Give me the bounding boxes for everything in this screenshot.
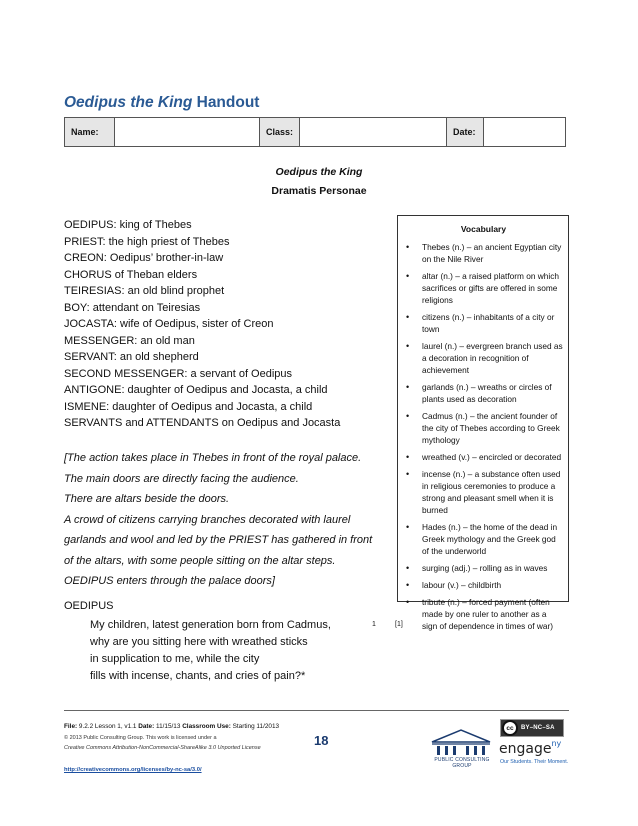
stage-direction-line: of the altars, with some people sitting on the altar steps.: [64, 554, 336, 567]
vocabulary-item: [404, 562, 563, 574]
bullet-icon: •: [406, 242, 410, 252]
pcg-logo-text: PUBLIC CONSULTING GROUP: [434, 757, 490, 769]
cast-item: MESSENGER: an old man: [64, 334, 195, 347]
vocabulary-item: [404, 270, 563, 306]
title-italic: Oedipus the King: [64, 94, 193, 111]
vocabulary-text: altar (n.) – a raised platform on which sacrifices or gifts are offered in some religions: [422, 271, 559, 305]
cast-item: SECOND MESSENGER: a servant of Oedipus: [64, 367, 293, 380]
bullet-icon: •: [406, 580, 410, 590]
engage-sup: ny: [551, 739, 562, 748]
cc-license-badge[interactable]: [500, 719, 564, 737]
vocabulary-text: surging (adj.) – rolling as in waves: [422, 563, 548, 573]
date-label: Date:: [447, 118, 484, 146]
vocabulary-text: Cadmus (n.) – the ancient founder of the city of Thebes according to Greek mythology: [422, 411, 560, 445]
vocabulary-text: wreathed (v.) – encircled or decorated: [422, 452, 562, 462]
file-value: 9.2.2 Lesson 1, v1.1: [77, 723, 139, 730]
bullet-icon: •: [406, 411, 410, 421]
license-link[interactable]: http://creativecommons.org/licenses/by-nc-sa/3.0/: [64, 767, 202, 773]
classroom-value: Starting 11/2013: [230, 723, 280, 730]
cast-item: BOY: attendant on Teiresias: [64, 301, 201, 314]
vocabulary-text: citizens (n.) – inhabitants of a city or town: [422, 312, 555, 334]
line-number: 1: [372, 621, 376, 628]
bullet-icon: •: [406, 382, 410, 392]
vocabulary-item: [404, 579, 563, 591]
class-label: Class:: [260, 118, 300, 146]
line-note: [1]: [395, 621, 403, 628]
vocabulary-text: labour (v.) – childbirth: [422, 580, 502, 590]
speech-line: My children, latest generation born from Cadmus,: [90, 619, 331, 631]
vocabulary-item: [404, 468, 563, 516]
bullet-icon: •: [406, 271, 410, 281]
cast-list: [64, 217, 384, 432]
name-label: Name:: [65, 118, 115, 146]
bullet-icon: •: [406, 522, 410, 532]
cc-badge-text: BY–NC–SA: [521, 725, 555, 731]
bullet-icon: •: [406, 341, 410, 351]
vocabulary-item: [404, 410, 563, 446]
vocabulary-item: [404, 596, 563, 632]
page-number: 18: [314, 733, 329, 748]
vocabulary-item: [404, 340, 563, 376]
speech-line: fills with incense, chants, and cries of pain?*: [90, 670, 306, 682]
cast-item: SERVANTS and ATTENDANTS on Oedipus and Jocasta: [64, 417, 341, 429]
title-rest: Handout: [192, 94, 260, 111]
cast-item: ANTIGONE: daughter of Oedipus and Jocasta, a child: [64, 384, 328, 396]
stage-direction-line: OEDIPUS enters through the palace doors]: [64, 575, 275, 587]
cast-item: SERVANT: an old shepherd: [64, 351, 199, 363]
engageny-logo: [499, 739, 561, 757]
classroom-label: Classroom Use:: [182, 723, 231, 730]
footer-copyright: © 2013 Public Consulting Group. This work is licensed under a: [64, 735, 217, 741]
bullet-icon: •: [406, 563, 410, 573]
stage-direction-line: garlands and wool and led by the PRIEST has gathered in front: [64, 534, 373, 546]
speaker-name: OEDIPUS: [64, 600, 114, 612]
vocabulary-item: [404, 451, 563, 463]
engage-word: engage: [499, 741, 552, 757]
cast-item: OEDIPUS: king of Thebes: [64, 219, 192, 231]
file-label: File:: [64, 723, 78, 730]
cast-item: TEIRESIAS: an old blind prophet: [64, 285, 225, 297]
speech-line: why are you sitting here with wreathed sticks: [90, 636, 308, 648]
cast-item: CHORUS of Theban elders: [64, 268, 198, 281]
handout-title: [64, 94, 259, 112]
vocabulary-text: Hades (n.) – the home of the dead in Greek mythology and the Greek god of the underworld: [422, 522, 558, 556]
class-field[interactable]: [300, 118, 447, 146]
date-label-footer: Date:: [138, 723, 155, 730]
stage-direction-line: The main doors are directly facing the audience.: [64, 472, 299, 485]
vocabulary-item: [404, 381, 563, 405]
vocabulary-text: Thebes (n.) – an ancient Egyptian city on the Nile River: [422, 242, 562, 264]
vocabulary-text: incense (n.) – a substance often used in religious ceremonies to produce a strong and pleasant smell when it is burned: [422, 469, 561, 515]
vocabulary-title: Vocabulary: [460, 224, 507, 234]
cast-item: PRIEST: the high priest of Thebes: [64, 235, 230, 248]
speech-lines: [90, 617, 380, 685]
name-field[interactable]: [115, 118, 260, 146]
stage-direction-line: [The action takes place in Thebes in front of the royal palace.: [64, 452, 362, 464]
dramatis-personae-heading: Dramatis Personae: [271, 185, 367, 197]
vocabulary-item: [404, 311, 563, 335]
date-field[interactable]: [484, 118, 565, 146]
footer-divider: [64, 710, 569, 711]
bullet-icon: •: [406, 597, 410, 607]
date-value: 11/15/13: [154, 723, 183, 730]
vocabulary-text: tribute (n.) – forced payment (often made by one ruler to another as a sign of dependence in times of war): [422, 597, 553, 631]
bullet-icon: •: [406, 469, 410, 479]
stage-direction-line: There are altars beside the doors.: [64, 493, 230, 505]
stage-direction-line: A crowd of citizens carrying branches decorated with laurel: [64, 513, 351, 526]
cast-item: CREON: Oedipus’ brother-in-law: [64, 252, 224, 264]
bullet-icon: •: [406, 452, 410, 462]
footer-license: Creative Commons Attribution-NonCommercial-ShareAlike 3.0 Unported License: [64, 745, 261, 751]
vocabulary-text: laurel (n.) – evergreen branch used as a decoration in recognition of achievement: [422, 341, 563, 375]
stage-directions: [64, 448, 384, 592]
vocabulary-item: [404, 241, 563, 265]
bullet-icon: •: [406, 312, 410, 322]
vocabulary-text: garlands (n.) – wreaths or circles of plants used as decoration: [422, 382, 552, 404]
vocabulary-item: [404, 521, 563, 557]
cast-item: ISMENE: daughter of Oedipus and Jocasta, a child: [64, 400, 313, 413]
cc-icon: cc: [502, 720, 518, 736]
engageny-tagline: Our Students. Their Moment.: [500, 759, 569, 765]
play-title: Oedipus the King: [275, 166, 363, 178]
cast-item: JOCASTA: wife of Oedipus, sister of Creon: [64, 318, 274, 330]
vocabulary-box: [397, 215, 569, 631]
footer-file-info: [64, 723, 279, 730]
student-info-table: [64, 117, 566, 147]
speech-line: in supplication to me, while the city: [90, 653, 260, 665]
